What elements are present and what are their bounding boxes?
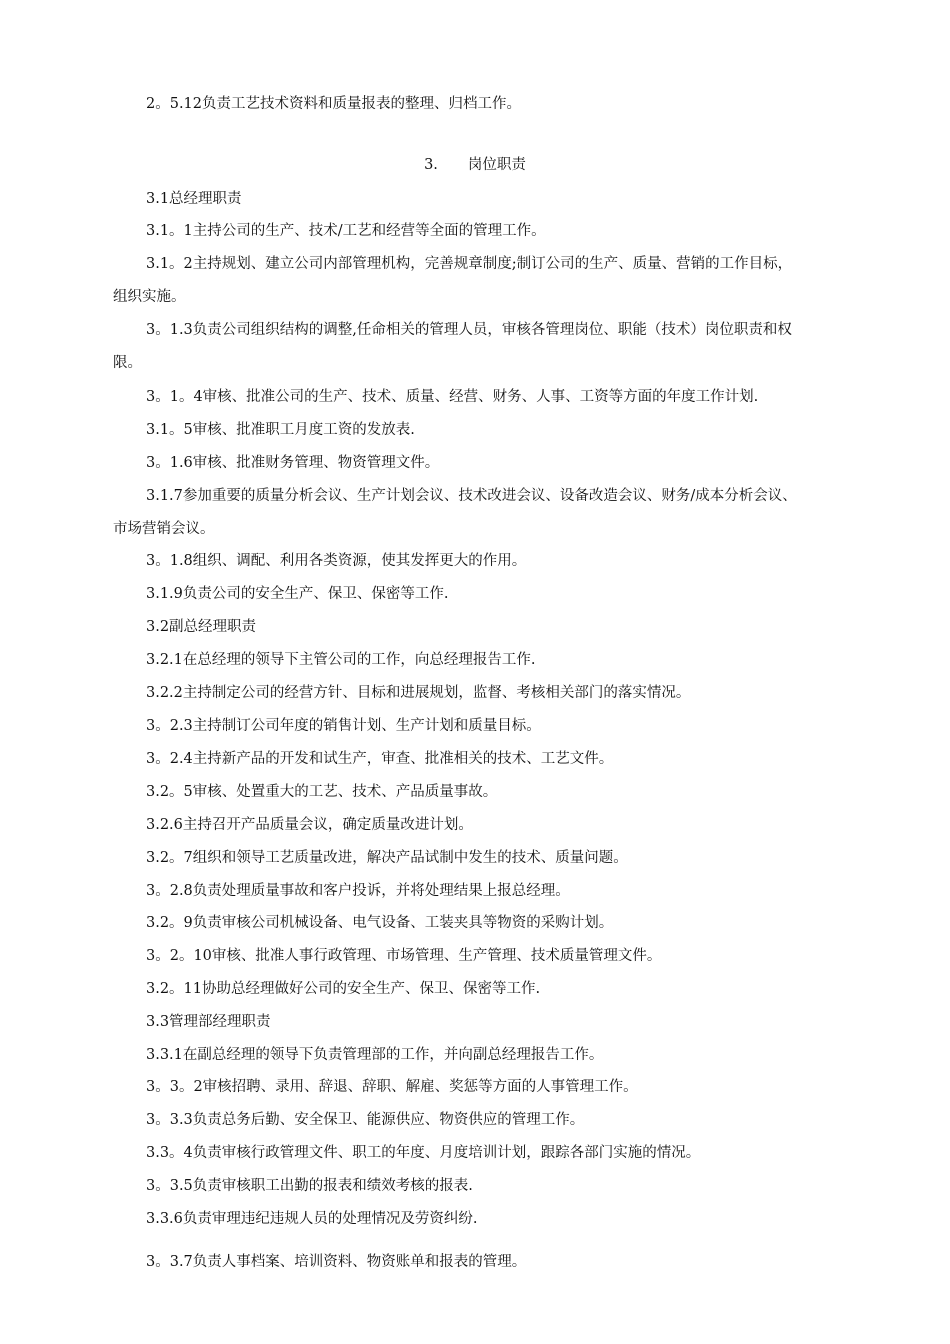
paragraph: 3。3.7负责人事档案、培训资料、物资账单和报表的管理。 — [146, 1254, 527, 1270]
paragraph-continuation: 市场营销会议。 — [113, 521, 215, 537]
paragraph: 3。2。10审核、批准人事行政管理、市场管理、生产管理、技术质量管理文件。 — [146, 948, 662, 964]
subsection-heading: 3.3管理部经理职责 — [146, 1014, 271, 1030]
paragraph: 3.2.2主持制定公司的经营方针、目标和进展规划，监督、考核相关部门的落实情况。 — [146, 685, 691, 701]
paragraph: 3.1.9负责公司的安全生产、保卫、保密等工作. — [146, 586, 449, 602]
paragraph: 3.2.6主持召开产品质量会议，确定质量改进计划。 — [146, 817, 473, 833]
paragraph: 3.2。9负责审核公司机械设备、电气设备、工装夹具等物资的采购计划。 — [146, 915, 614, 931]
paragraph: 3。3.3负责总务后勤、安全保卫、能源供应、物资供应的管理工作。 — [146, 1112, 585, 1128]
paragraph: 3。1。4审核、批准公司的生产、技术、质量、经营、财务、人事、工资等方面的年度工作计划. — [146, 389, 759, 405]
paragraph: 3。1.6审核、批准财务管理、物资管理文件。 — [146, 455, 440, 471]
subsection-heading: 3.2副总经理职责 — [146, 619, 257, 635]
paragraph: 3.3.6负责审理违纪违规人员的处理情况及劳资纠纷. — [146, 1211, 478, 1227]
paragraph: 3.2.1在总经理的领导下主管公司的工作，向总经理报告工作. — [146, 652, 536, 668]
subsection-heading: 3.1总经理职责 — [146, 191, 242, 207]
paragraph: 3。2.8负责处理质量事故和客户投诉，并将处理结果上报总经理。 — [146, 883, 570, 899]
paragraph: 2。5.12负责工艺技术资料和质量报表的整理、归档工作。 — [146, 96, 522, 112]
paragraph: 3.3.1在副总经理的领导下负责管理部的工作，并向副总经理报告工作。 — [146, 1047, 604, 1063]
section-heading — [0, 155, 950, 175]
paragraph-continuation: 组织实施。 — [113, 289, 186, 305]
paragraph: 3.1。2主持规划、建立公司内部管理机构，完善规章制度;制订公司的生产、质量、营销的工作目标， — [146, 256, 793, 272]
paragraph: 3.2。5审核、处置重大的工艺、技术、产品质量事故。 — [146, 784, 498, 800]
paragraph: 3。3.5负责审核职工出勤的报表和绩效考核的报表. — [146, 1178, 473, 1194]
paragraph: 3。3。2审核招聘、录用、辞退、辞职、解雇、奖惩等方面的人事管理工作。 — [146, 1079, 638, 1095]
section-number: 3. — [424, 157, 438, 173]
section-title: 岗位职责 — [467, 157, 526, 173]
paragraph: 3。2.3主持制订公司年度的销售计划、生产计划和质量目标。 — [146, 718, 541, 734]
paragraph: 3.1。1主持公司的生产、技术/工艺和经营等全面的管理工作。 — [146, 223, 546, 239]
paragraph: 3.1。5审核、批准职工月度工资的发放表. — [146, 422, 415, 438]
paragraph: 3。1.8组织、调配、利用各类资源，使其发挥更大的作用。 — [146, 553, 527, 569]
paragraph: 3.2。7组织和领导工艺质量改进，解决产品试制中发生的技术、质量问题。 — [146, 850, 628, 866]
paragraph: 3。2.4主持新产品的开发和试生产，审查、批准相关的技术、工艺文件。 — [146, 751, 614, 767]
paragraph: 3.3。4负责审核行政管理文件、职工的年度、月度培训计划，跟踪各部门实施的情况。 — [146, 1145, 701, 1161]
paragraph: 3.2。11协助总经理做好公司的安全生产、保卫、保密等工作. — [146, 981, 541, 997]
paragraph: 3。1.3负责公司组织结构的调整,任命相关的管理人员，审核各管理岗位、职能（技术）岗位职责和权 — [146, 322, 792, 338]
paragraph-continuation: 限。 — [113, 355, 142, 371]
paragraph: 3.1.7参加重要的质量分析会议、生产计划会议、技术改进会议、设备改造会议、财务/成本分析会议、 — [146, 488, 797, 504]
